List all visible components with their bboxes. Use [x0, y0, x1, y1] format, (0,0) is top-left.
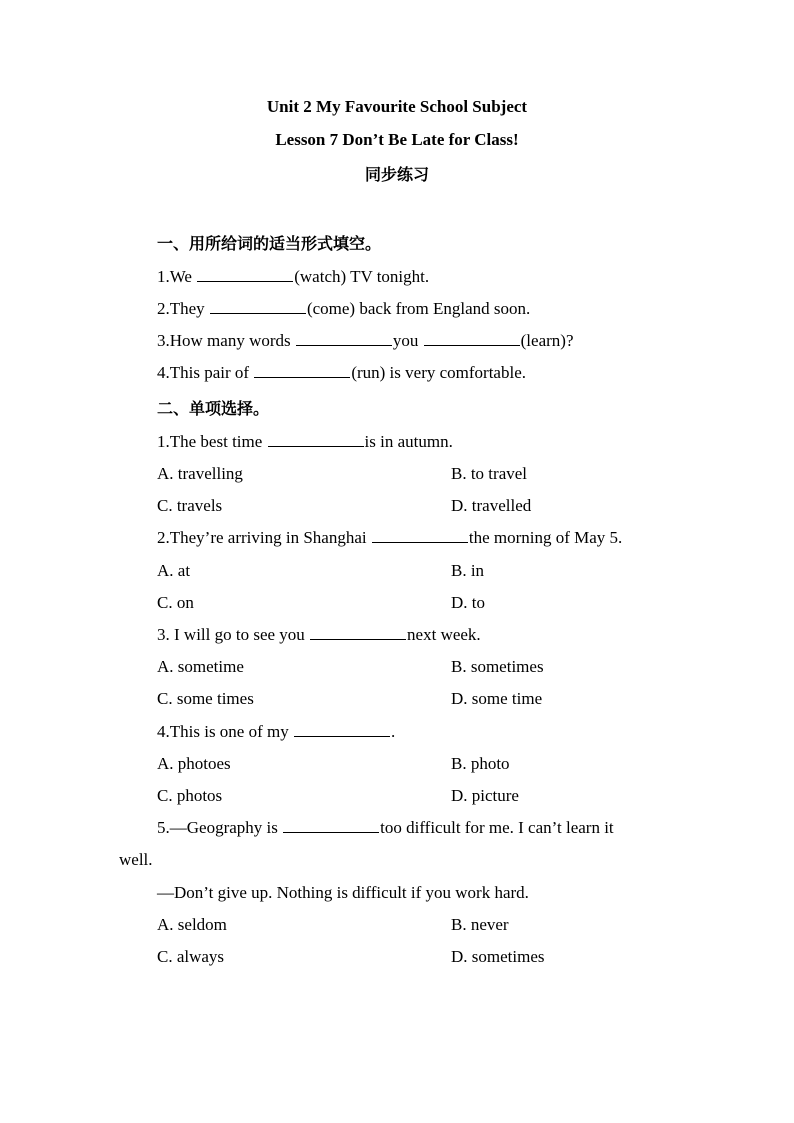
answer-blank[interactable] — [210, 299, 306, 314]
option-c[interactable]: C. some times — [157, 689, 254, 708]
lesson-title: Lesson 7 Don’t Be Late for Class! — [275, 130, 519, 149]
question-text: is in autumn. — [364, 432, 453, 451]
unit-title: Unit 2 My Favourite School Subject — [266, 97, 528, 116]
question-text: the morning of May 5. — [468, 528, 623, 547]
option-d[interactable]: D. travelled — [451, 496, 532, 515]
mc-question-4 — [157, 722, 395, 742]
question-text: 1.We — [157, 267, 197, 286]
question-text: 2.They — [157, 299, 209, 318]
option-c[interactable]: C. photos — [157, 786, 223, 805]
fill-question-2 — [157, 299, 530, 319]
section2-heading: 二、单项选择。 — [157, 399, 270, 418]
question-text: you — [392, 331, 423, 350]
fill-question-1 — [157, 267, 429, 287]
option-b[interactable]: B. photo — [451, 754, 510, 773]
fill-question-4 — [157, 363, 526, 383]
mc-question-3 — [157, 625, 481, 645]
question-text: 1.The best time — [157, 432, 267, 451]
answer-blank[interactable] — [268, 432, 364, 447]
option-a[interactable]: A. travelling — [157, 464, 243, 483]
fill-question-3 — [157, 331, 573, 351]
option-a[interactable]: A. at — [157, 561, 191, 580]
question-text: 4.This pair of — [157, 363, 254, 382]
mc-question-1 — [157, 432, 453, 452]
option-a[interactable]: A. photoes — [157, 754, 231, 773]
option-d[interactable]: D. sometimes — [451, 947, 545, 966]
question-text: 2.They’re arriving in Shanghai — [157, 528, 371, 547]
option-a[interactable]: A. seldom — [157, 915, 227, 934]
option-a[interactable]: A. sometime — [157, 657, 244, 676]
option-c[interactable]: C. travels — [157, 496, 223, 515]
answer-blank[interactable] — [310, 625, 406, 640]
dialogue-reply: —Don’t give up. Nothing is difficult if you work hard. — [157, 883, 529, 902]
option-b[interactable]: B. to travel — [451, 464, 528, 483]
answer-blank[interactable] — [372, 528, 468, 543]
mc-question-5 — [157, 818, 614, 838]
question-text: 5.—Geography is — [157, 818, 283, 837]
option-b[interactable]: B. never — [451, 915, 509, 934]
question-text: (watch) TV tonight. — [294, 267, 430, 286]
question-text: . — [391, 722, 396, 741]
option-b[interactable]: B. sometimes — [451, 657, 544, 676]
question-text: too difficult for me. I can’t learn it — [380, 818, 614, 837]
practice-subtitle: 同步练习 — [364, 165, 429, 184]
option-c[interactable]: C. on — [157, 593, 194, 612]
question-text: (learn)? — [520, 331, 574, 350]
answer-blank[interactable] — [424, 331, 520, 346]
question-continuation: well. — [119, 850, 153, 869]
question-text: 3.How many words — [157, 331, 295, 350]
option-c[interactable]: C. always — [157, 947, 225, 966]
answer-blank[interactable] — [296, 331, 392, 346]
question-text: 3. I will go to see you — [157, 625, 310, 644]
answer-blank[interactable] — [197, 267, 293, 282]
answer-blank[interactable] — [254, 363, 350, 378]
option-d[interactable]: D. to — [451, 593, 485, 612]
question-text: 4.This is one of my — [157, 722, 293, 741]
question-text: next week. — [407, 625, 481, 644]
mc-question-2 — [157, 528, 622, 548]
answer-blank[interactable] — [283, 818, 379, 833]
answer-blank[interactable] — [294, 722, 390, 737]
section1-heading: 一、用所给词的适当形式填空。 — [157, 234, 382, 253]
question-text: (come) back from England soon. — [306, 299, 531, 318]
option-b[interactable]: B. in — [451, 561, 485, 580]
option-d[interactable]: D. some time — [451, 689, 543, 708]
option-d[interactable]: D. picture — [451, 786, 519, 805]
question-text: (run) is very comfortable. — [351, 363, 526, 382]
